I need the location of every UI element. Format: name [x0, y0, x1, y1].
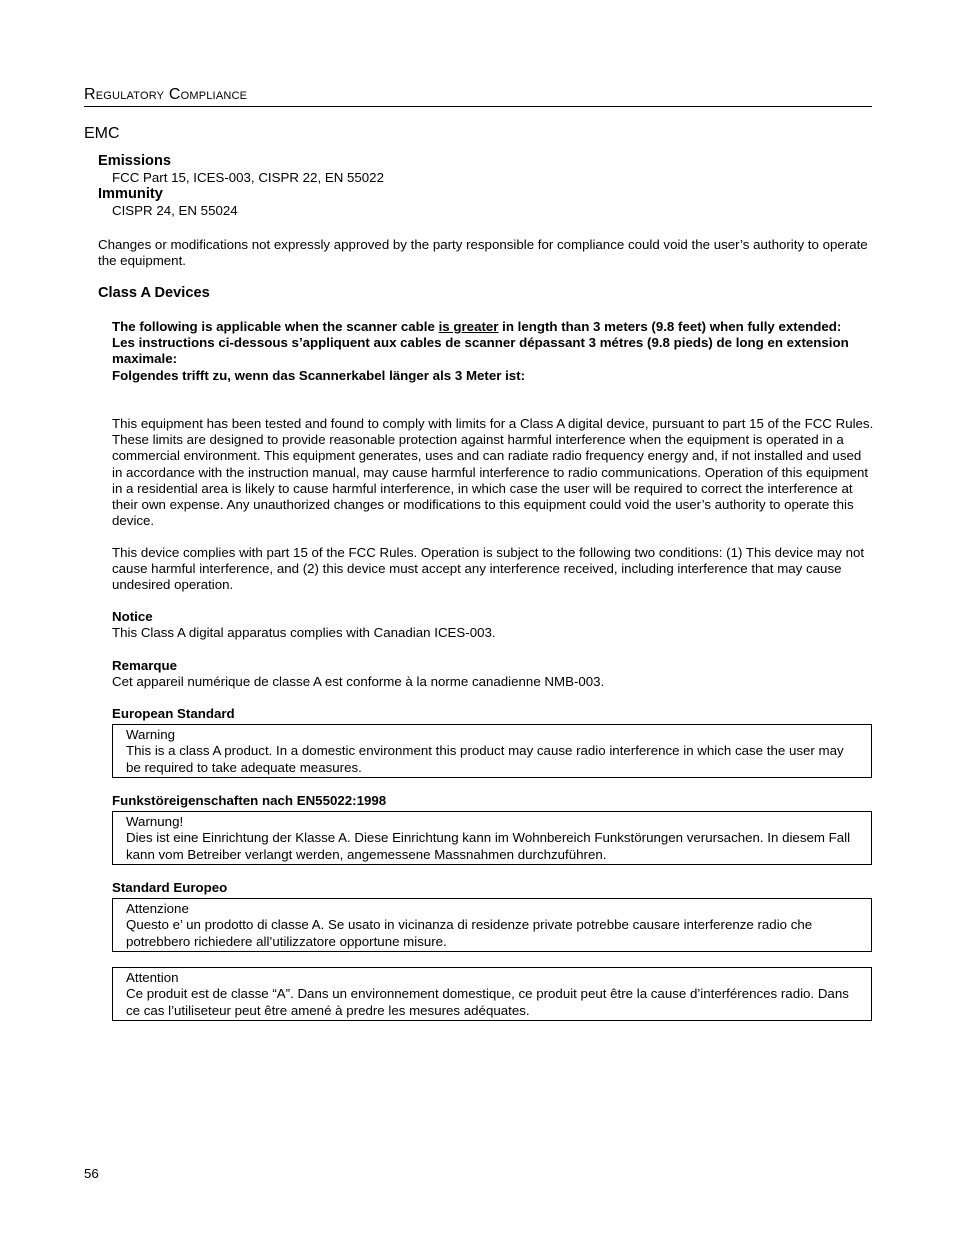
immunity-text: CISPR 24, EN 55024 [112, 203, 238, 219]
warning-box-en [112, 724, 872, 778]
warning-box-de-text: Dies ist eine Einrichtung der Klasse A. Diese Einrichtung kann im Wohnbereich Funkstörungen verursachen. In diesem Fall kann vom Betreiber verlangt werden, angemessene Massnahmen durchzuführen. [126, 830, 851, 862]
applicable-en-underlined: is greater [438, 319, 499, 334]
german-standard-heading: Funkstöreigenschaften nach EN55022:1998 [112, 793, 387, 808]
applicable-en-pre: The following is applicable when the scanner cable [112, 319, 439, 334]
class-a-heading: Class A Devices [98, 285, 210, 301]
notice-text: This Class A digital apparatus complies with Canadian ICES-003. [112, 625, 496, 641]
fcc-paragraph-1: This equipment has been tested and found to comply with limits for a Class A digital device, pursuant to part 15 of the FCC Rules. These limits are designed to provide reasonable protection against harmful interference when the equipment is operated in a commercial environment. This equipment generates, uses and can radiate radio frequency energy and, if not installed and used in accordance with the instruction manual, may cause harmful interference to radio communications. Operation of this equipment in a residential area is likely to cause harmful interference, in which case the user will be required to correct the interference at their own expense. Any unauthorized changes or modifications to this equipment could void the user’s authority to operate this device. [112, 416, 874, 529]
notice-block [112, 609, 874, 641]
warning-box-fr-text: Ce produit est de classe “A”. Dans un environnement domestique, ce produit peut être la cause d’interférences radio. Dans ce cas l’utiliseteur peut être amené à predre les mesures adéquates. [126, 986, 849, 1018]
warning-box-it [112, 898, 872, 952]
applicable-en [112, 319, 874, 335]
warning-box-en-text: This is a class A product. In a domestic environment this product may cause radio interference in which case the user may be required to take adequate measures. [126, 743, 844, 775]
warning-box-it-title: Attenzione [126, 901, 189, 916]
applicability-block [112, 319, 874, 384]
emissions-text: FCC Part 15, ICES-003, CISPR 22, EN 55022 [112, 170, 384, 185]
page-header [84, 86, 872, 107]
remarque-block [112, 658, 874, 690]
warning-box-en-title: Warning [126, 727, 176, 742]
emissions-heading: Emissions [98, 153, 171, 169]
emissions-block [98, 153, 874, 219]
warning-box-de-title: Warnung! [126, 814, 184, 829]
italian-standard-heading: Standard Europeo [112, 880, 228, 895]
remarque-heading: Remarque [112, 658, 178, 673]
warning-box-fr-title: Attention [126, 970, 179, 985]
notice-heading: Notice [112, 609, 153, 624]
section-title: Regulatory Compliance [84, 86, 248, 103]
remarque-text: Cet appareil numérique de classe A est conforme à la norme canadienne NMB-003. [112, 674, 605, 690]
changes-notice: Changes or modifications not expressly approved by the party responsible for compliance could void the user’s authority to operate the equipment. [98, 237, 868, 269]
immunity-heading: Immunity [98, 186, 163, 203]
warning-box-de [112, 811, 872, 865]
emc-heading: EMC [84, 125, 120, 142]
warning-box-fr [112, 967, 872, 1021]
applicable-de: Folgendes trifft zu, wenn das Scannerkabel länger als 3 Meter ist: [112, 367, 526, 383]
applicable-en-post: in length than 3 meters (9.8 feet) when fully extended: [498, 319, 842, 334]
european-standard-heading: European Standard [112, 706, 235, 721]
page-number: 56 [84, 1166, 99, 1181]
applicable-fr: Les instructions ci-dessous s’appliquent aux cables de scanner dépassant 3 métres (9.8 pieds) de long en extension maximale: [112, 335, 849, 367]
warning-box-it-text: Questo e’ un prodotto di classe A. Se usato in vicinanza di residenze private potrebbe causare interferenze radio che potrebbero richiedere all’utilizzatore opportune misure. [126, 917, 813, 949]
fcc-paragraph-2: This device complies with part 15 of the FCC Rules. Operation is subject to the following two conditions: (1) This device may not cause harmful interference, and (2) this device must accept any interference received, including interference that may cause undesired operation. [112, 545, 865, 593]
